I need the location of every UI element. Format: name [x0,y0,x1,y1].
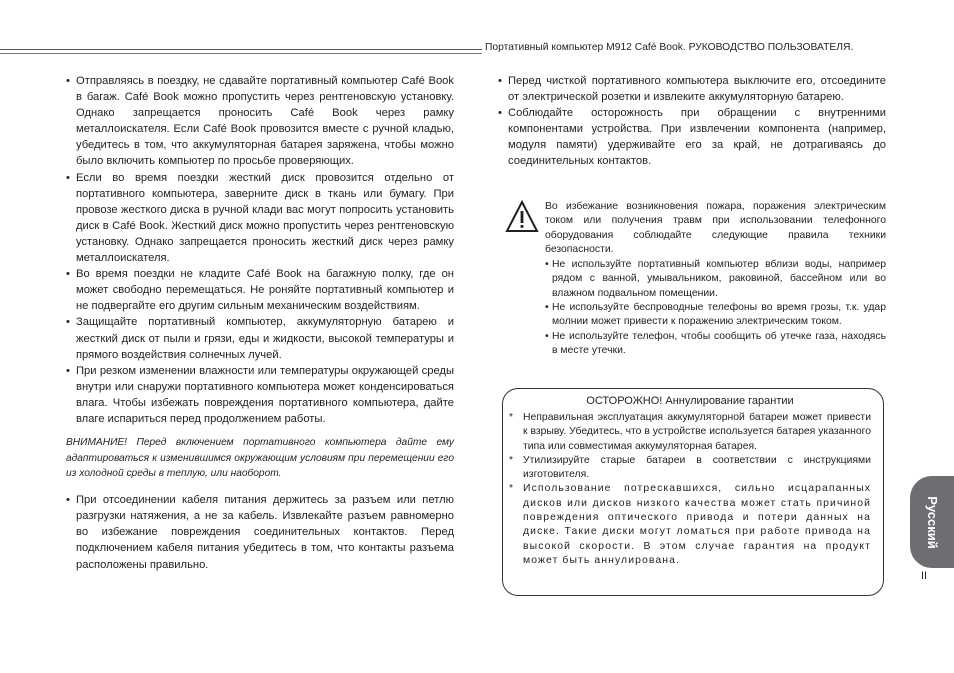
warranty-caution-box [502,388,884,596]
list-item: • При резком изменении влажности или температуры окружающей среды внутри или снаружи портативного компьютера может конденсироваться влага. Чтобы избежать повреждения портативного компьютера, дайте влаге испариться перед продолжением работы. [66,363,454,427]
list-item: • Не используйте портативный компьютер вблизи воды, например рядом с ванной, умывальником, раковиной, бассейном или во влажном подвальном помещении. [545,258,886,301]
caution-item-text: Неправильная эксплуатация аккумуляторной батареи может привести к взрыву. Убедитесь, что в устройстве используется батарея указанного типа или совместимая аккумуляторная батарея. [523,412,871,452]
header-rule [0,49,482,50]
warning-list [545,258,886,358]
caution-title: ОСТОРОЖНО! Аннулирование гарантии [586,395,794,407]
language-tab-label: Русский [924,495,940,549]
warning-intro: Во избежание возникновения пожара, поражения электрическим током или получения травм при использовании телефонного оборудования соблюдайте следующие правила техники безопасности. [545,201,886,255]
list-item [509,411,871,454]
left-column [66,73,454,573]
running-title: Портативный компьютер M912 Café Book. РУКОВОДСТВО ПОЛЬЗОВАТЕЛЯ. [485,42,854,53]
list-item: • Если во время поездки жесткий диск провозится отдельно от портативного компьютера, заверните диск в ткань или бумагу. При провозе жесткого диска в ручной клади вас могут попросить установить диск в Café Book. Жесткий диск можно пропустить через рентгеновскую установку. Однако запрещается проносить жесткий диск через рамку металлоискателя. [66,170,454,267]
caution-item-text: Утилизируйте старые батареи в соответствии с инструкциями изготовителя. [523,454,871,481]
left-bullet-list [66,73,454,427]
list-item: • При отсоединении кабеля питания держитесь за разъем или петлю разгрузки натяжения, а не за кабель. Извлекайте разъем равномерно во избежание повреждения соединительных контактов. Перед подключением кабеля питания убедитесь в том, что контакты разъема расположены правильно. [66,492,454,572]
asterisk-marker: * [509,454,514,466]
warning-triangle-icon [505,200,539,234]
asterisk-marker: * [509,483,514,495]
right-column [498,73,886,170]
list-item [509,482,871,568]
list-item: • Отправляясь в поездку, не сдавайте портативный компьютер Café Book в багаж. Café Book можно пропустить через рентгеновскую установку. Однако запрещается проносить Café Book через рамку металлоискателя. Если Café Book провозится вместе с ручной кладью, убедитесь в том, что аккумуляторная батарея заряжена, чтобы можно было включить компьютер по просьбе проверяющих. [66,73,454,170]
caution-list [509,411,871,568]
list-item: • Защищайте портативный компьютер, аккумуляторную батарею и жесткий диск от пыли и грязи, еды и жидкости, высокой температуры и прямого воздействия солнечных лучей. [66,314,454,362]
header-rule-thin [0,53,482,54]
list-item: • Перед чисткой портативного компьютера выключите его, отсоедините от электрической розетки и извлеките аккумуляторную батарею. [498,73,886,105]
attention-note: ВНИМАНИЕ! Перед включением портативного компьютера дайте ему адаптироваться к изменившимся окружающим условиям при перемещении его из холодной среды в теплую, или наоборот. [66,437,454,480]
list-item: • Соблюдайте осторожность при обращении с внутренними компонентами устройства. При извлечении компонента (например, модуля памяти) удерживайте его за край, не дотрагиваясь до соединительных контактов. [498,105,886,169]
asterisk-marker: * [509,412,514,423]
right-bullet-list [498,73,886,170]
page-number: II [921,570,928,582]
language-tab [910,476,954,568]
list-item [509,454,871,483]
list-item: • Не используйте телефон, чтобы сообщить об утечке газа, находясь в месте утечки. [545,330,886,359]
left-bullet-list-2 [66,492,454,572]
list-item: • Во время поездки не кладите Café Book на багажную полку, где он может свободно перемещаться. Не роняйте портативный компьютер и не подвергайте его другим сильным механическим воздействиям. [66,266,454,314]
list-item: • Не используйте беспроводные телефоны во время грозы, т.к. удар молнии может привести к поражению электрическим током. [545,301,886,330]
caution-item-text: Использование потрескавшихся, сильно исцарапанных дисков или дисков низкого качества может стать причиной повреждения оптического привода и потери данных на диске. Такие диски могут ломаться при работе привода на высокой скорости. В этом случае гарантия на продукт может быть аннулирована. [523,483,871,566]
safety-warning [505,200,886,358]
